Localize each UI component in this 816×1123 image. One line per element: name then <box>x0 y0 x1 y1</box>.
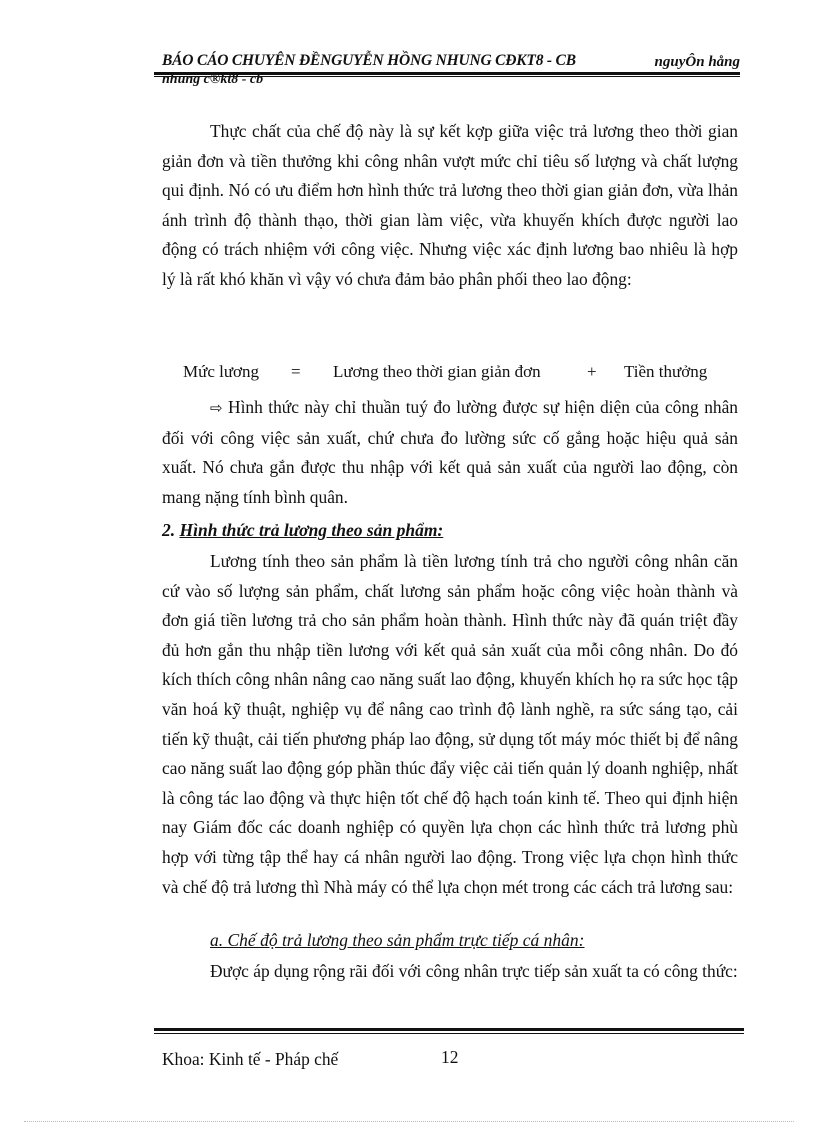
footer-double-rule <box>154 1028 744 1034</box>
header-author: nguyÔn hång <box>654 54 740 70</box>
paragraph-4: Được áp dụng rộng rãi đối với công nhân trực tiếp sản xuất ta có công thức: <box>210 961 738 981</box>
formula-equals-sign: = <box>291 362 301 381</box>
paragraph-2 <box>162 393 738 512</box>
paragraph-3: Lương tính theo sản phẩm là tiền lương tính trả cho người công nhân căn cứ vào số lượng sản phẩm, chất lương sản phẩm hoặc công việc hoàn thành và đơn giá tiền lương trả cho sản phẩm hoàn thành. Hình thức này đã quán triệt đầy đủ hơn gắn thu nhập tiền lương với kết quả sản xuất của mỗi công nhân. Do đó kích thích công nhân nâng cao năng suất lao động, khuyến khích họ ra sức học tập văn hoá kỹ thuật, nghiệp vụ để nâng cao trình độ lành nghề, ra sức sáng tạo, cải tiến kỹ thuật, cải tiến phương pháp lao động, sử dụng tốt máy móc thiết bị để nâng cao năng suất lao động góp phần thúc đẩy việc cải tiến quản lý doanh nghiệp, nhất là công tác lao động và thực hiện tốt chế độ hạch toán kinh tế. Theo qui định hiện nay Giám đốc các doanh nghiệp có quyền lựa chọn các hình thức trả lương phù hợp với từng tập thể hay cá nhân người lao động. Trong việc lựa chọn hình thức và chế độ trả lương thì Nhà máy có thể lựa chọn mét trong các cách trả lương sau: <box>162 551 738 897</box>
right-arrow-icon: ⇨ <box>210 399 223 417</box>
header-subline: nhung c®kt8 - cb <box>162 72 264 87</box>
paragraph-1: Thực chất của chế độ này là sự kết kợp giữa việc trả lương theo thời gian giản đơn và tiền thưởng khi công nhân vượt mức chỉ tiêu số lượng và chất lượng qui định. Nó có ưu điểm hơn hình thức trả lương theo thời gian giản đơn, vừa lhản ánh trình độ thành thạo, thời gian làm việc, vừa khuyến khích được người lao động có trách nhiệm với công việc. Nhưng việc xác định lương bao nhiêu là hợp lý là rất khó khăn vì vậy vó chưa đảm bảo phân phối theo lao động: <box>162 121 738 289</box>
formula-left-term: Mức lương <box>183 362 260 381</box>
section-number: 2. <box>162 520 176 540</box>
page-bottom-dotted-line <box>24 1121 794 1122</box>
footer-faculty: Khoa: Kinh tế - Pháp chế <box>162 1049 339 1069</box>
subsection-heading: a. Chế độ trả lương theo sản phẩm trực tiếp cá nhân: <box>210 930 585 950</box>
paragraph-2-text: Hình thức này chỉ thuần tuý đo lường được sự hiện diện của công nhân đối với công việc sản xuất, chứ chưa đo lường sức cố gắng hoặc hiệu quả sản xuất. Nó chưa gắn được thu nhập với kết quả sản xuất của người lao động, còn mang nặng tính bình quân. <box>162 397 738 507</box>
formula-middle-term: Lương theo thời gian giản đơn <box>333 362 541 381</box>
page-header <box>158 52 740 102</box>
formula-plus-sign: + <box>587 362 597 381</box>
header-double-rule <box>154 72 740 77</box>
page-number: 12 <box>441 1047 459 1067</box>
section-title: Hình thức trả lương theo sản phẩm: <box>179 520 444 540</box>
formula-right-term: Tiền thưởng <box>624 362 708 381</box>
header-title: BÁO CÁO CHUYÊN ĐỀNGUYỄN HỒNG NHUNG CĐKT8 - CB <box>162 52 576 69</box>
salary-formula <box>183 362 723 386</box>
section-heading <box>162 520 443 541</box>
